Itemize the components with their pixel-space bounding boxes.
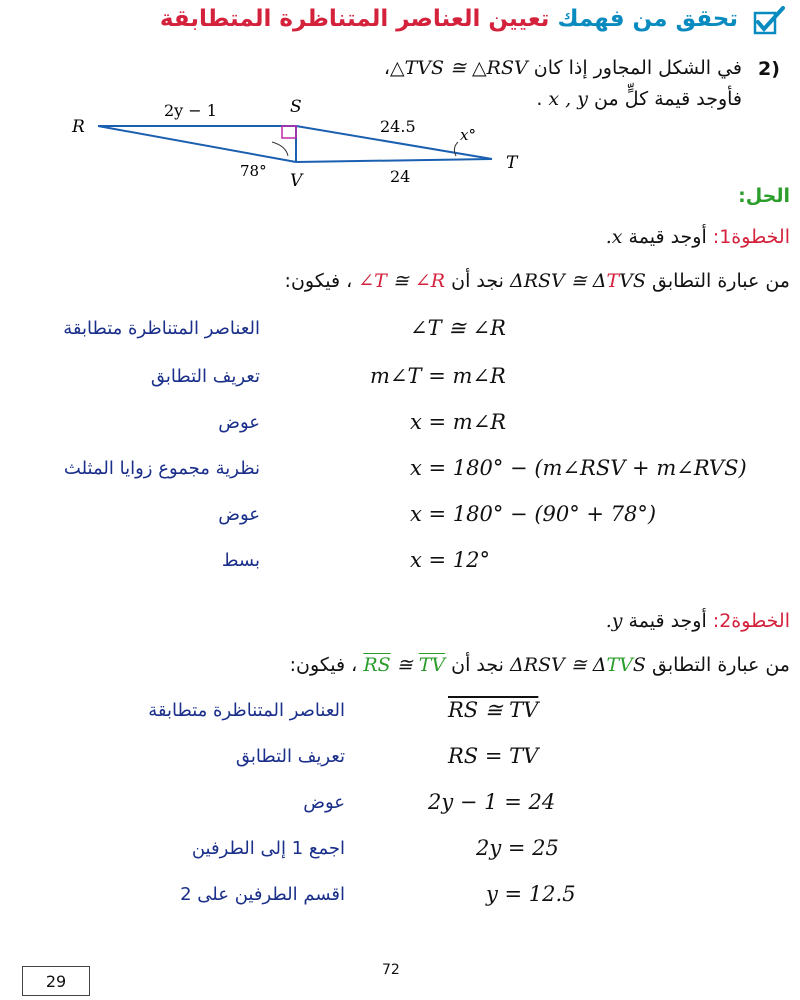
banner-title [160, 6, 738, 32]
question-number: 2) [758, 58, 780, 80]
step1-reason-4: نظرية مجموع زوايا المثلث [63, 458, 260, 479]
question-line1-math: △TVS ≅ △RSV [390, 57, 528, 79]
step2-intro-math-tv: TV [606, 654, 633, 676]
step1-intro-angle-t: ∠T [358, 270, 387, 292]
step2-reason-1: العناصر المتناظرة متطابقة [148, 700, 345, 721]
step2-statement-2: RS = TV [448, 744, 539, 768]
solution-label: الحل: [738, 185, 790, 207]
step2-intro-seg-rs: $\overline{RS}$ [363, 654, 391, 676]
banner-title-part2: تعيين العناصر المتناظرة المتطابقة [159, 6, 550, 32]
step1-intro-congruence [510, 270, 646, 292]
label-r: R [72, 117, 85, 137]
step2-reason-3: عوض [303, 792, 345, 813]
step2-intro-congruence [510, 654, 646, 676]
step1-reason-1: العناصر المتناظرة متطابقة [63, 318, 260, 339]
step2-heading [606, 610, 790, 632]
step1-reason-5: عوض [218, 504, 260, 525]
step2-intro [290, 654, 790, 676]
step2-intro-post: ، فيكون: [289, 654, 358, 676]
step2-statement-4: 2y = 25 [476, 836, 559, 860]
step1-heading [606, 226, 790, 248]
angle-v-arc [272, 142, 288, 156]
step1-intro-math-a: ΔRSV ≅ Δ [510, 270, 607, 292]
step1-statement-4: x = 180° − (m∠RSV + m∠RVS) [410, 456, 747, 480]
label-s: S [290, 97, 302, 117]
step1-intro-post: ، فيكون: [284, 270, 353, 292]
step1-intro-angle-r: ∠R [414, 270, 446, 292]
step1-intro-cong: ≅ [392, 270, 409, 292]
step2-intro-math-a: ΔRSV ≅ Δ [510, 654, 607, 676]
checkmark-icon [752, 6, 786, 36]
triangle-figure [60, 92, 540, 202]
label-angle-v: 78° [240, 162, 267, 180]
label-v: V [290, 171, 303, 191]
step1-text: أوجد قيمة [628, 226, 707, 248]
question-line1-text: في الشكل المجاور إذا كان [533, 57, 742, 79]
step2-statement-1: RS ≅ TV [448, 698, 539, 722]
step2-label: الخطوة2: [712, 610, 790, 632]
page-box-number: 29 [22, 966, 90, 996]
step1-intro-pre: من عبارة التطابق [651, 270, 790, 292]
label-st-length: 24.5 [380, 117, 416, 136]
step2-reason-5: اقسم الطرفين على 2 [180, 884, 345, 905]
label-t: T [506, 153, 518, 173]
section-banner [150, 4, 790, 38]
question-line2 [536, 88, 742, 110]
step1-label: الخطوة1: [712, 226, 790, 248]
label-vt-length: 24 [390, 167, 411, 186]
step2-intro-pre: من عبارة التطابق [651, 654, 790, 676]
step1-reason-6: بسط [221, 550, 260, 571]
step1-reason-3: عوض [218, 412, 260, 433]
banner-title-part1: تحقق من فهمك [557, 6, 738, 32]
step2-var: y. [605, 610, 623, 632]
step2-intro-mid: نجد أن [451, 654, 504, 676]
step1-statement-6: x = 12° [410, 548, 491, 572]
step2-statement-3: 2y − 1 = 24 [428, 790, 556, 814]
step2-reason-2: تعريف التطابق [235, 746, 345, 767]
step2-intro-segments [363, 654, 445, 676]
right-angle-mark [282, 126, 296, 138]
step2-reason-4: اجمع 1 إلى الطرفين [191, 838, 345, 859]
step1-intro-math-b: VS [619, 270, 646, 292]
segment-vt [296, 159, 492, 162]
step1-var: x. [605, 226, 623, 248]
step2-text: أوجد قيمة [628, 610, 707, 632]
question-line2-text: فأوجد قيمة كلٍّ من [594, 88, 742, 110]
step1-statement-3: x = m∠R [410, 410, 507, 434]
step1-statement-1: ∠T ≅ ∠R [410, 316, 506, 340]
step1-intro-mid: نجد أن [451, 270, 504, 292]
step2-statement-5: y = 12.5 [486, 882, 576, 906]
question-line1-post: ، [383, 57, 391, 79]
question-line2-post: . [536, 88, 543, 110]
step1-reason-2: تعريف التطابق [150, 366, 260, 387]
step1-intro-math-t: T [606, 270, 620, 292]
label-rs-length: 2y − 1 [164, 101, 217, 120]
label-angle-t: x° [460, 126, 476, 144]
step1-statement-2: m∠T = m∠R [370, 364, 506, 388]
step2-intro-cong: ≅ [396, 654, 413, 676]
page-number: 72 [382, 962, 400, 978]
question-line2-math: x , y [548, 88, 588, 110]
step1-intro-angles [358, 270, 445, 292]
segment-rv [98, 126, 296, 162]
step2-intro-math-b: S [632, 654, 646, 676]
step2-intro-seg-tv: $\overline{TV}$ [418, 654, 446, 676]
step1-statement-5: x = 180° − (90° + 78°) [410, 502, 657, 526]
question-line1 [384, 57, 742, 79]
step1-intro [285, 270, 790, 292]
